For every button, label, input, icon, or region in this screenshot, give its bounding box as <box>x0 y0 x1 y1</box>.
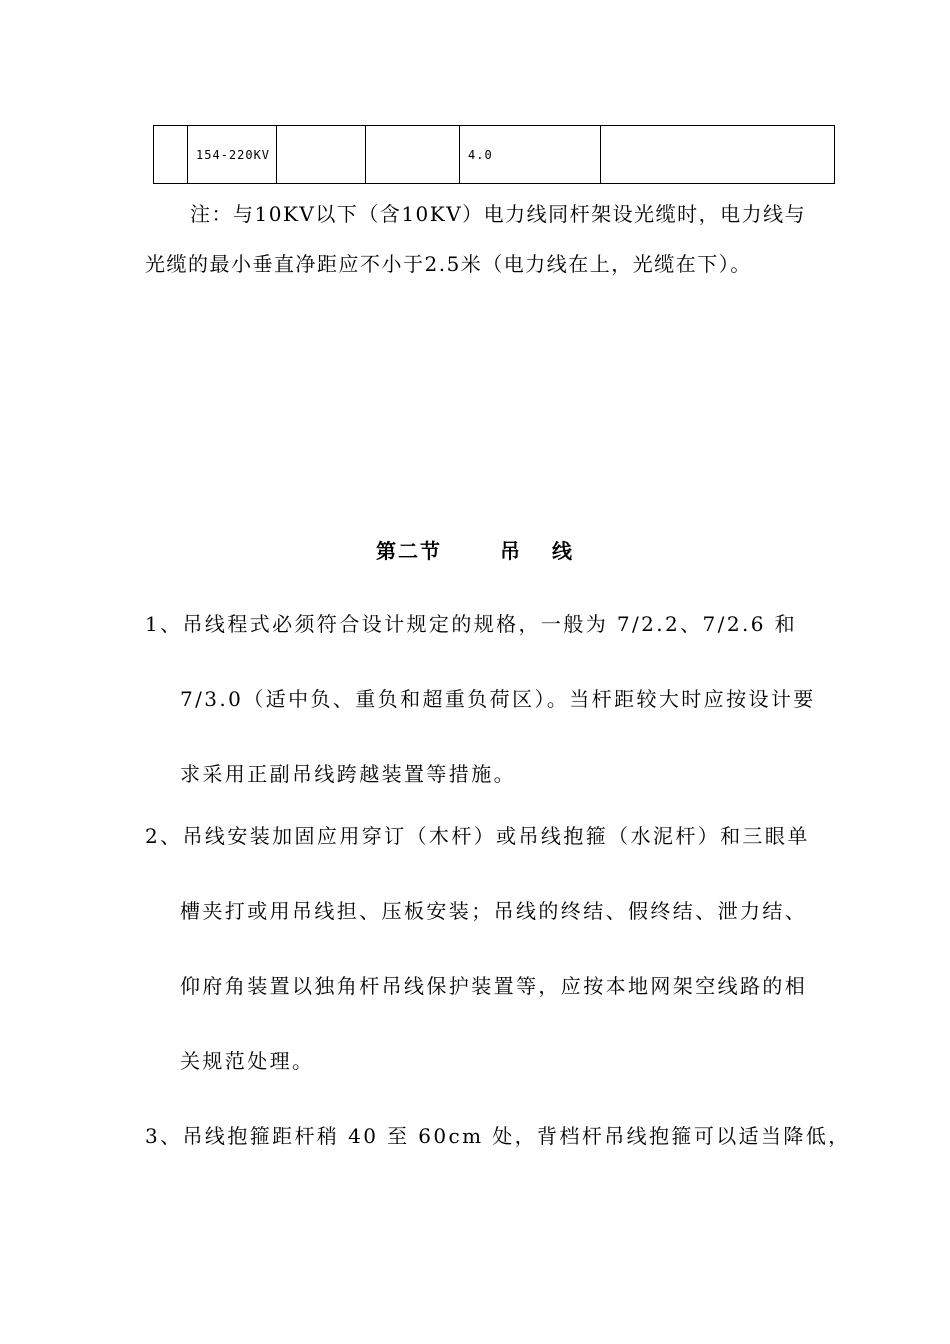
section-title-char-2: 线 <box>552 539 574 563</box>
item-2-line-3: 仰府角装置以独角杆吊线保护装置等，应按本地网架空线路的相 <box>180 974 808 998</box>
table-cell-voltage: 154-220KV <box>188 126 277 184</box>
table-cell-distance: 4.0 <box>460 126 601 184</box>
item-1-line-2: 7/3.0（适中负、重负和超重负荷区）。当杆距较大时应按设计要 <box>180 687 816 711</box>
table-cell <box>366 126 460 184</box>
section-title-char-1: 吊 <box>500 539 522 563</box>
item-2-line-2: 槽夹打或用吊线担、压板安装；吊线的终结、假终结、泄力结、 <box>180 899 808 923</box>
note-line-2: 光缆的最小垂直净距应不小于2.5米（电力线在上，光缆在下）。 <box>145 252 752 276</box>
table-cell <box>154 126 188 184</box>
item-3-line-1: 3、吊线抱箍距杆稍 40 至 60cm 处，背档杆吊线抱箍可以适当降低， <box>145 1124 851 1148</box>
note-line-1: 注：与10KV以下（含10KV）电力线同杆架设光缆时，电力线与 <box>190 202 807 226</box>
section-heading <box>0 535 950 564</box>
table-row <box>154 126 835 184</box>
table-cell <box>601 126 835 184</box>
item-2-line-4: 关规范处理。 <box>180 1049 315 1073</box>
item-1-line-1: 1、吊线程式必须符合设计规定的规格，一般为 7/2.2、7/2.6 和 <box>145 612 797 636</box>
spec-table <box>153 125 835 184</box>
section-label: 第二节 <box>376 539 442 563</box>
item-1-line-3: 求采用正副吊线跨越装置等措施。 <box>180 762 516 786</box>
item-2-line-1: 2、吊线安装加固应用穿订（木杆）或吊线抱箍（水泥杆）和三眼单 <box>145 824 810 848</box>
table-cell <box>277 126 366 184</box>
